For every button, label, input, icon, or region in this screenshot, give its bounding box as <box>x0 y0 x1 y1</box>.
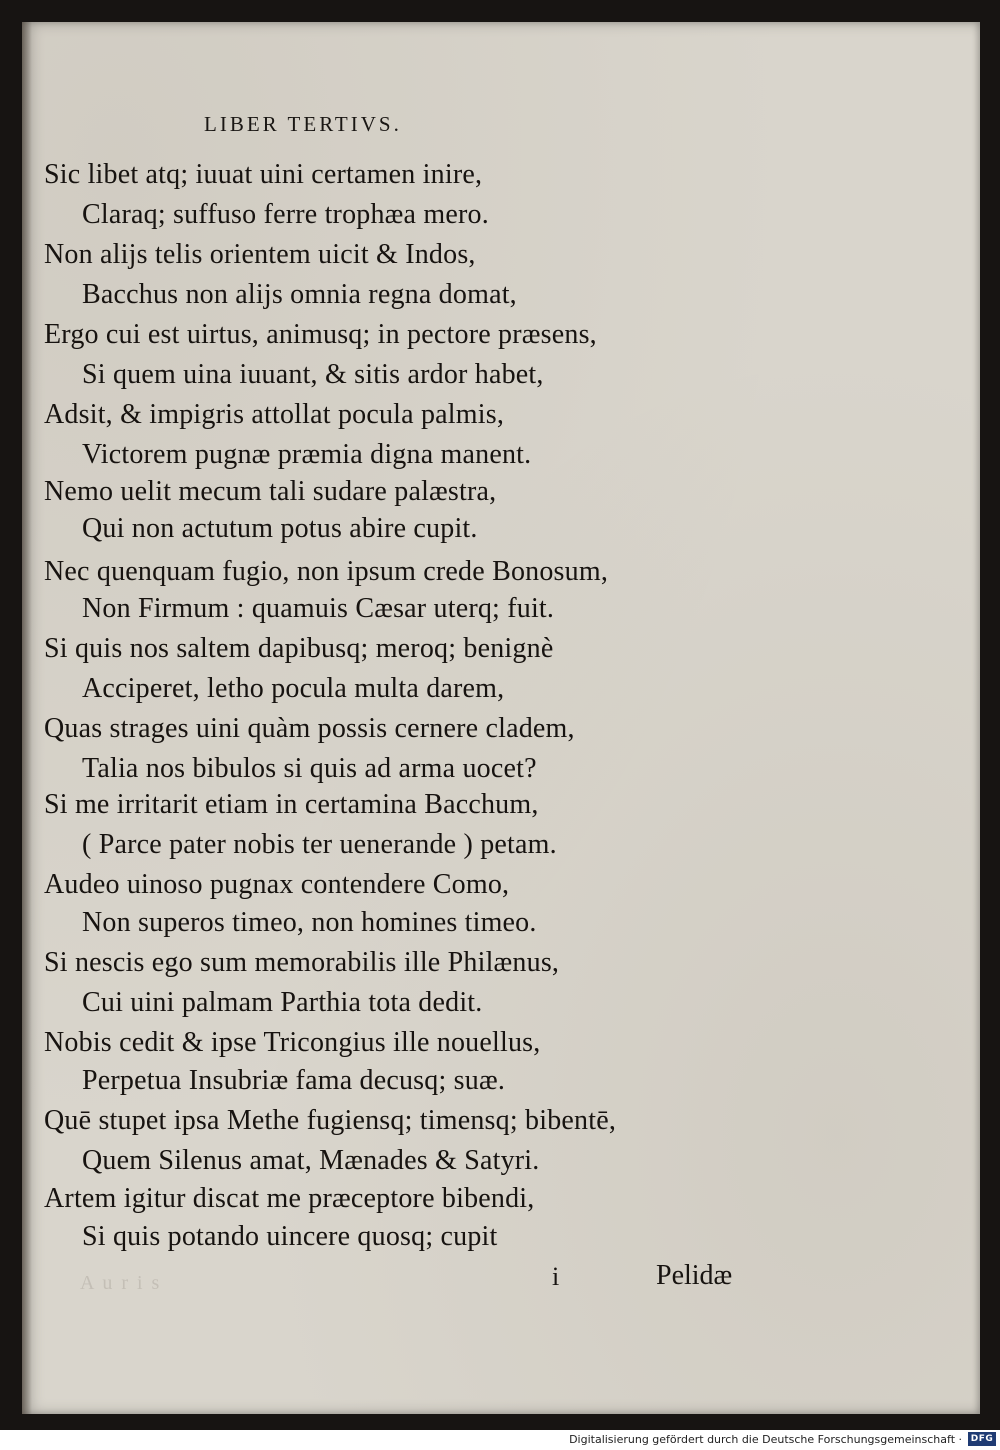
verse-line: Talia nos bibulos si quis ad arma uocet? <box>82 753 537 784</box>
verse-line: Artem igitur discat me præceptore bibendi, <box>44 1183 535 1214</box>
verse-line: Adsit, & impigris attollat pocula palmis, <box>44 399 505 430</box>
verse-line: Cui uini palmam Parthia tota dedit. <box>82 987 483 1018</box>
verse-line: Nobis cedit & ipse Tricongius ille nouellus, <box>44 1027 541 1058</box>
verse-line: Quē stupet ipsa Methe fugiensq; timensq; bibentē, <box>44 1105 617 1136</box>
verse-line: Bacchus non alijs omnia regna domat, <box>82 279 517 310</box>
page-spine-shadow <box>22 22 32 1414</box>
verse-line: Non superos timeo, non homines timeo. <box>82 907 537 938</box>
verse-line: Ergo cui est uirtus, animusq; in pectore præsens, <box>44 319 597 350</box>
catchword: Pelidæ <box>656 1260 733 1291</box>
verse-line: Non alijs telis orientem uicit & Indos, <box>44 239 476 270</box>
verse-line: Si quem uina iuuant, & sitis ardor habet, <box>82 359 544 390</box>
verse-line: Audeo uinoso pugnax contendere Como, <box>44 869 510 900</box>
verse-line: Claraq; suffuso ferre trophæa mero. <box>82 199 489 230</box>
verse-line: Non Firmum : quamuis Cæsar uterq; fuit. <box>82 593 555 624</box>
verse-line: Qui non actutum potus abire cupit. <box>82 513 478 544</box>
verse-line: Si nescis ego sum memorabilis ille Philænus, <box>44 947 560 978</box>
signature-mark: i <box>552 1262 560 1291</box>
verse-line: Nemo uelit mecum tali sudare palæstra, <box>44 476 497 507</box>
verse-line: Acciperet, letho pocula multa darem, <box>82 673 505 704</box>
verse-line: ( Parce pater nobis ter uenerande ) petam. <box>82 829 557 860</box>
verse-line: Si quis nos saltem dapibusq; meroq; benignè <box>44 633 554 664</box>
dfg-logo-icon[interactable]: DFG <box>968 1432 996 1446</box>
running-head: LIBER TERTIVS. <box>204 112 402 136</box>
verse-line: Si quis potando uincere quosq; cupit <box>82 1221 498 1252</box>
verse-line: Victorem pugnæ præmia digna manent. <box>82 439 532 470</box>
verse-line: Si me irritarit etiam in certamina Bacchum, <box>44 789 539 820</box>
funding-credit: Digitalisierung gefördert durch die Deutsche Forschungsgemeinschaft · <box>569 1433 962 1446</box>
verse-line: Nec quenquam fugio, non ipsum crede Bonosum, <box>44 556 609 587</box>
verse-line: Sic libet atq; iuuat uini certamen inire, <box>44 159 483 190</box>
verse-line: Quas strages uini quàm possis cernere cladem, <box>44 713 575 744</box>
verse-line: Quem Silenus amat, Mænades & Satyri. <box>82 1145 540 1176</box>
bleed-through-text: A u r i s <box>80 1272 162 1294</box>
verse-line: Perpetua Insubriæ fama decusq; suæ. <box>82 1065 506 1096</box>
